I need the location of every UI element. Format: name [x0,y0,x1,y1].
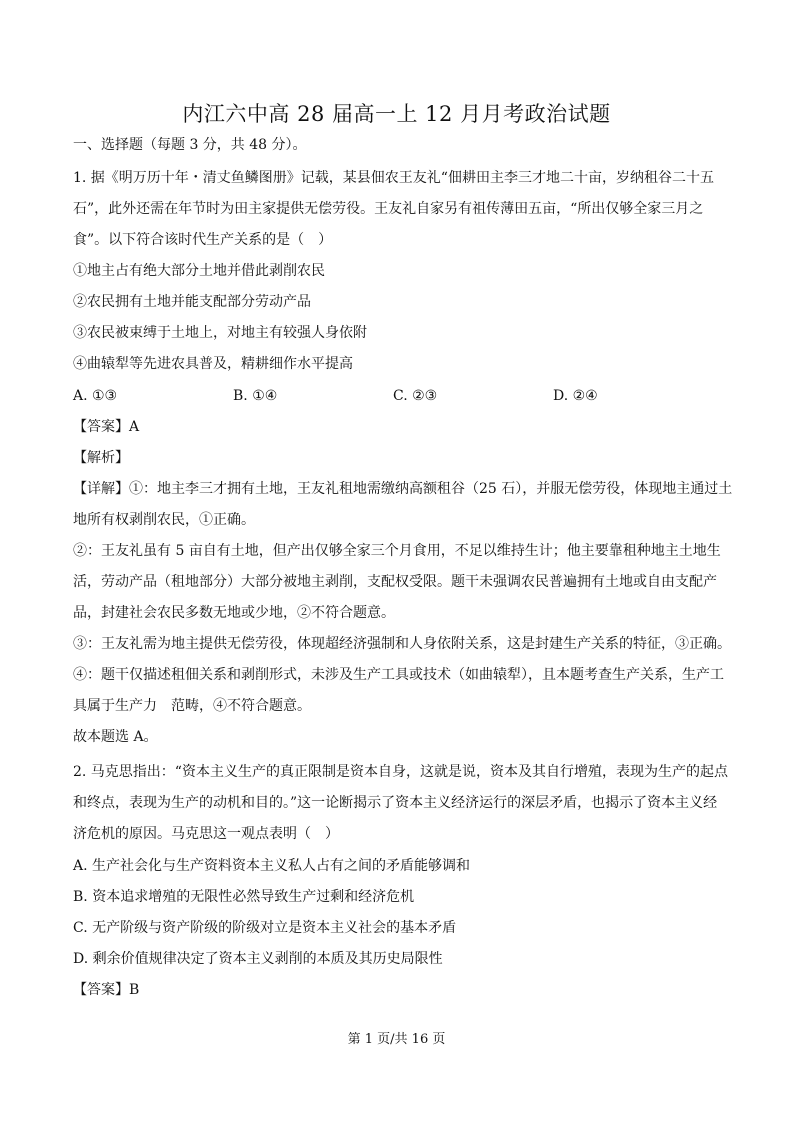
q1-stem-line: 石”，此外还需在年节时为田主家提供无偿劳役。王友礼自家另有祖传薄田五亩，“所出仅够全家三月之 [73,201,704,217]
q1-explanation-line: 地所有权剥削农民，①正确。 [73,512,255,528]
q2-answer: 【答案】B [73,982,140,998]
q1-explanation-line: ④：题干仅描述租佃关系和剥削形式，未涉及生产工具或技术（如曲辕犁），且本题考查生产关系，生产工 [73,667,724,683]
q1-option-c: C. ②③ [393,388,438,404]
q1-option-d: D. ②④ [553,388,598,404]
q1-option-a: A. ①③ [73,388,118,404]
q1-analysis-label: 【解析】 [73,450,129,466]
q1-answer: 【答案】A [73,419,140,435]
q2-stem-line: 济危机的原因。马克思这一观点表明（ ） [73,826,339,842]
section-heading: 一、选择题（每题 3 分，共 48 分）。 [73,137,307,153]
q2-option-c: C. 无产阶级与资产阶级的阶级对立是资本主义社会的基本矛盾 [73,920,457,936]
q1-statement: ④曲辕犁等先进农具普及，精耕细作水平提高 [73,356,353,372]
q1-explanation-line: 故本题选 A。 [73,729,158,745]
q1-stem-line: 1. 据《明万历十年・清丈鱼鳞图册》记载，某县佃农王友礼“佃耕田主李三才地二十亩，岁纳租谷二十五 [73,170,714,186]
q2-stem-line: 和终点，表现为生产的动机和目的。”这一论断揭示了资本主义经济运行的深层矛盾，也揭示了资本主义经 [73,795,718,811]
page-title: 内江六中高 28 届高一上 12 月月考政治试题 [182,102,611,126]
q1-explanation-line: 【详解】①：地主李三才拥有土地，王友礼租地需缴纳高额租谷（25 石），并服无偿劳役，体现地主通过土 [73,481,733,497]
q1-option-b: B. ①④ [233,388,278,404]
q1-explanation-line: 具属于生产力 范畴，④不符合题意。 [73,698,311,714]
q2-stem-line: 2. 马克思指出：“资本主义生产的真正限制是资本自身，这就是说，资本及其自行增殖，表现为生产的起点 [73,764,728,780]
q1-statement: ③农民被束缚于土地上，对地主有较强人身依附 [73,325,367,341]
q1-statement: ①地主占有绝大部分土地并借此剥削农民 [73,263,325,279]
q2-option-d: D. 剩余价值规律决定了资本主义剥削的本质及其历史局限性 [73,951,443,967]
page-number-footer: 第 1 页/共 16 页 [347,1032,446,1047]
q1-statement: ②农民拥有土地并能支配部分劳动产品 [73,294,311,310]
q1-explanation-line: 品，封建社会农民多数无地或少地，②不符合题意。 [73,605,395,621]
q1-stem-line: 食”。以下符合该时代生产关系的是（ ） [73,232,333,248]
q2-option-a: A. 生产社会化与生产资料资本主义私人占有之间的矛盾能够调和 [73,858,471,874]
q1-explanation-line: 活，劳动产品（租地部分）大部分被地主剥削，支配权受限。题干未强调农民普遍拥有土地或自由支配产 [73,574,717,590]
q1-explanation-line: ②：王友礼虽有 5 亩自有土地，但产出仅够全家三个月食用，不足以维持生计；他主要靠租种地主土地生 [73,543,721,559]
q2-option-b: B. 资本追求增殖的无限性必然导致生产过剩和经济危机 [73,889,415,905]
q1-explanation-line: ③：王友礼需为地主提供无偿劳役，体现超经济强制和人身依附关系，这是封建生产关系的特征，③正确。 [73,636,731,652]
